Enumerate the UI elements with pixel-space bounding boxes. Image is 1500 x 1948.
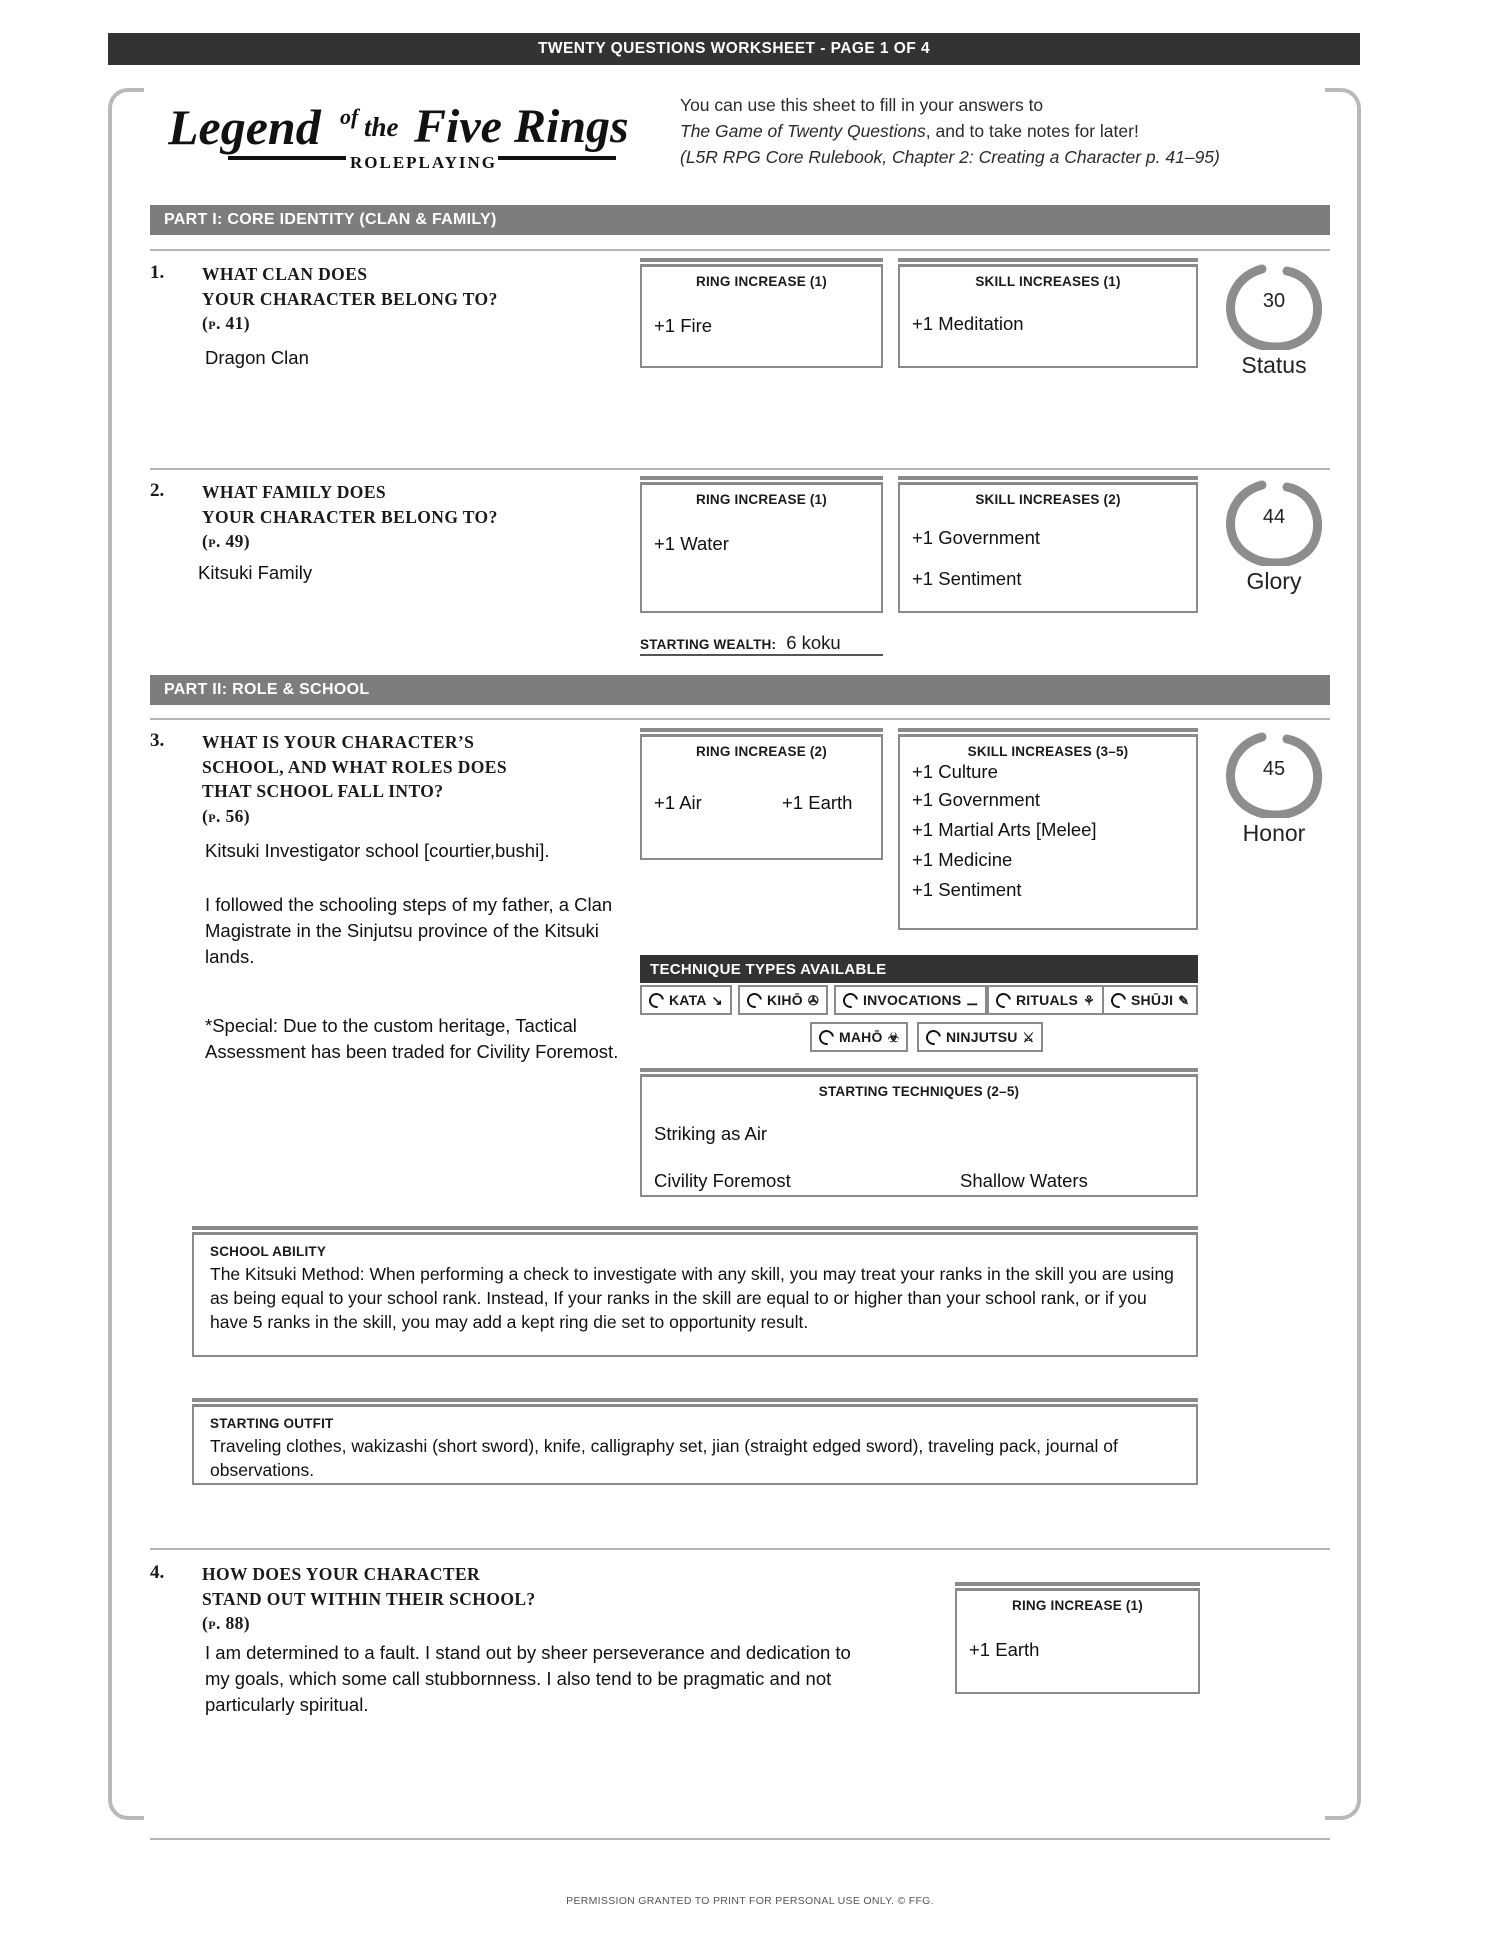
ninjutsu-icon: ⚔	[1022, 1029, 1035, 1045]
question-1-skill-value[interactable]: +1 Meditation	[912, 313, 1024, 334]
invocations-icon: ⚊	[966, 992, 979, 1008]
starting-technique-3[interactable]: Shallow Waters	[960, 1170, 1088, 1191]
question-4-ring-value[interactable]: +1 Earth	[969, 1639, 1040, 1660]
box-rule-outer	[640, 728, 883, 732]
honor-value: 45	[1262, 758, 1286, 780]
question-3-skill-value-3[interactable]: +1 Martial Arts [Melee]	[912, 819, 1097, 840]
starting-outfit-box	[192, 1398, 1198, 1485]
maho-icon: ☣	[887, 1029, 900, 1045]
technique-chip-kata[interactable]	[640, 985, 732, 1015]
box-rule-outer	[898, 258, 1198, 262]
question-3-skill-value-5[interactable]: +1 Sentiment	[912, 879, 1022, 900]
question-3-number: 3.	[150, 730, 165, 751]
technique-chip-shuji[interactable]	[1102, 985, 1198, 1015]
question-4-title-line-1: HOW DOES YOUR CHARACTER	[202, 1564, 481, 1584]
question-3-ring-caption: RING INCREASE (2)	[696, 744, 827, 759]
technique-chip-ninjutsu[interactable]	[917, 1022, 1043, 1052]
honor-badge	[1218, 730, 1330, 847]
question-3-answer-line-1[interactable]: Kitsuki Investigator school [courtier,bushi].	[205, 840, 550, 861]
glory-label: Glory	[1246, 568, 1302, 594]
starting-techniques-box	[640, 1068, 1198, 1197]
question-3-ring-increase-box	[640, 728, 883, 860]
question-4-answer[interactable]: I am determined to a fault. I stand out by sheer perseverance and dedication to my goals, which some call stubbornness. I also tend to be pragmatic and not particularly spiritual.	[205, 1642, 851, 1715]
enso-small-icon	[646, 990, 667, 1011]
question-2-number: 2.	[150, 480, 165, 501]
question-1-skill-increases-box	[898, 258, 1198, 368]
svg-text:Five Rings: Five Rings	[414, 100, 629, 153]
technique-chip-label: KATA	[669, 992, 707, 1008]
svg-text:ROLEPLAYING: ROLEPLAYING	[350, 153, 498, 172]
box-rule-outer	[640, 476, 883, 480]
technique-chip-label: KIHŌ	[767, 992, 803, 1008]
box-rule-outer	[192, 1226, 1198, 1230]
question-3-skill-value-4[interactable]: +1 Medicine	[912, 849, 1013, 870]
question-1-ring-increase-box	[640, 258, 883, 368]
starting-technique-1[interactable]: Striking as Air	[654, 1123, 768, 1144]
technique-chip-label: MAHŌ	[839, 1029, 883, 1045]
question-2-title-line-3: (p. 49)	[202, 531, 251, 551]
technique-chip-label: SHŪJI	[1131, 992, 1174, 1008]
box-rule-outer	[898, 728, 1198, 732]
question-2-answer[interactable]: Kitsuki Family	[198, 562, 313, 583]
svg-text:of: of	[340, 104, 359, 129]
enso-small-icon	[840, 990, 861, 1011]
technique-chip-maho[interactable]	[810, 1022, 908, 1052]
question-2-ring-value[interactable]: +1 Water	[654, 533, 729, 554]
school-ability-text[interactable]: The Kitsuki Method: When performing a check to investigate with any skill, you may treat your ranks in the skill you are using as being equal to your school rank. Instead, If your ranks in the skill are equal to or higher than your school rank, or if you have 5 ranks in the skill, you may add a kept ring die set to opportunity result.	[210, 1264, 1174, 1332]
question-1-number: 1.	[150, 262, 165, 283]
l5r-logo	[168, 92, 638, 178]
question-4-title-line-3: (p. 88)	[202, 1613, 251, 1633]
starting-technique-2[interactable]: Civility Foremost	[654, 1170, 791, 1191]
question-2-title-line-1: WHAT FAMILY DOES	[202, 482, 387, 502]
shuji-icon: ✎	[1178, 992, 1190, 1008]
box-rule-outer	[898, 476, 1198, 480]
technique-chip-label: NINJUTSU	[946, 1029, 1018, 1045]
enso-small-icon	[993, 990, 1014, 1011]
question-1-title-line-1: WHAT CLAN DOES	[202, 264, 368, 284]
question-2-skill-caption: SKILL INCREASES (2)	[975, 492, 1121, 507]
section-header-part-1: PART I: CORE IDENTITY (CLAN & FAMILY)	[150, 205, 1330, 235]
question-3-title-line-3: THAT SCHOOL FALL INTO?	[202, 781, 444, 801]
svg-text:the: the	[364, 112, 399, 142]
starting-wealth-field[interactable]	[640, 626, 883, 656]
question-4-ring-increase-box	[955, 1582, 1200, 1694]
kiho-icon: ✇	[807, 992, 819, 1008]
honor-label: Honor	[1242, 820, 1306, 846]
question-1-ring-value[interactable]: +1 Fire	[654, 315, 713, 336]
question-2-ring-increase-box	[640, 476, 883, 613]
status-value: 30	[1262, 290, 1286, 312]
question-3-skill-increases-box	[898, 728, 1198, 930]
enso-small-icon	[1108, 990, 1129, 1011]
technique-chip-rituals[interactable]	[987, 985, 1104, 1015]
question-2-title	[202, 480, 542, 554]
technique-chip-invocations[interactable]	[834, 985, 987, 1015]
divider-q1-top	[150, 249, 1330, 251]
starting-outfit-text[interactable]: Traveling clothes, wakizashi (short sword), knife, calligraphy set, jian (straight edged sword), traveling pack, journal of observations.	[210, 1436, 1118, 1480]
question-3-answer-paragraph-2[interactable]: I followed the schooling steps of my father, a Clan Magistrate in the Sinjutsu province of the Kitsuki lands.	[205, 894, 613, 967]
frame-bracket-bottom-right	[1325, 1780, 1361, 1820]
divider-q3-top	[150, 718, 1330, 720]
question-1-title-line-3: (p. 41)	[202, 313, 251, 333]
starting-wealth-label: STARTING WEALTH:	[640, 637, 777, 652]
question-3-skill-value-2[interactable]: +1 Government	[912, 789, 1041, 810]
question-4-title	[202, 1562, 592, 1636]
footer-text: PERMISSION GRANTED TO PRINT FOR PERSONAL USE ONLY. © FFG.	[566, 1895, 934, 1907]
frame-line-right	[1357, 128, 1361, 1780]
frame-line-left	[108, 128, 112, 1780]
page-banner: TWENTY QUESTIONS WORKSHEET - PAGE 1 OF 4	[108, 33, 1360, 65]
starting-wealth-value[interactable]: 6 koku	[786, 632, 841, 653]
question-3-title	[202, 730, 552, 828]
svg-text:Legend: Legend	[168, 99, 321, 155]
technique-chip-kiho[interactable]	[738, 985, 828, 1015]
intro-line-2-rest: , and to take notes for later!	[925, 121, 1139, 141]
question-2-ring-caption: RING INCREASE (1)	[696, 492, 827, 507]
question-4-ring-caption: RING INCREASE (1)	[1012, 1598, 1143, 1613]
kata-icon: ↘	[711, 992, 723, 1008]
question-2-skill-value-2[interactable]: +1 Sentiment	[912, 568, 1022, 589]
question-3-ring-value-2[interactable]: +1 Earth	[782, 792, 853, 813]
question-3-ring-value-1[interactable]: +1 Air	[654, 792, 702, 813]
question-1-title-line-2: YOUR CHARACTER BELONG TO?	[202, 288, 498, 309]
question-3-title-line-2: SCHOOL, AND WHAT ROLES DOES	[202, 756, 507, 777]
question-2-skill-value-1[interactable]: +1 Government	[912, 527, 1041, 548]
question-4-number: 4.	[150, 1562, 165, 1583]
question-1-answer[interactable]: Dragon Clan	[205, 347, 309, 368]
box-rule-outer	[955, 1582, 1200, 1586]
question-4-title-line-2: STAND OUT WITHIN THEIR SCHOOL?	[202, 1588, 536, 1609]
question-3-title-line-4: (p. 56)	[202, 805, 251, 826]
question-3-skill-value-1[interactable]: +1 Culture	[912, 761, 998, 782]
question-3-title-line-1: WHAT IS YOUR CHARACTER’S	[202, 732, 475, 752]
box-rule-outer	[192, 1398, 1198, 1402]
glory-value: 44	[1262, 506, 1286, 528]
status-badge	[1218, 262, 1330, 379]
question-3-skill-caption: SKILL INCREASES (3–5)	[967, 744, 1129, 759]
box-rule-outer	[640, 1068, 1198, 1072]
question-1-skill-caption: SKILL INCREASES (1)	[975, 274, 1121, 289]
question-2-skill-increases-box	[898, 476, 1198, 613]
rituals-icon: ⚘	[1083, 992, 1095, 1008]
technique-chip-label: RITUALS	[1016, 992, 1079, 1008]
enso-small-icon	[816, 1027, 837, 1048]
question-3-answer-paragraph-3[interactable]: *Special: Due to the custom heritage, Tactical Assessment has been traded for Civility Foremost.	[205, 1015, 619, 1062]
enso-small-icon	[923, 1027, 944, 1048]
divider-footer	[150, 1838, 1330, 1840]
question-1-ring-caption: RING INCREASE (1)	[696, 274, 827, 289]
box-rule-outer	[640, 258, 883, 262]
school-ability-box	[192, 1226, 1198, 1357]
technique-types-header: TECHNIQUE TYPES AVAILABLE	[640, 955, 1198, 983]
intro-line-1: You can use this sheet to fill in your answers to	[680, 95, 1044, 115]
divider-q2-top	[150, 468, 1330, 470]
intro-line-2	[680, 118, 1330, 144]
starting-techniques-caption: STARTING TECHNIQUES (2–5)	[818, 1084, 1020, 1099]
technique-chip-label: INVOCATIONS	[863, 992, 962, 1008]
question-2-title-line-2: YOUR CHARACTER BELONG TO?	[202, 506, 498, 527]
intro-line-3: (L5R RPG Core Rulebook, Chapter 2: Creating a Character p. 41–95)	[680, 147, 1220, 167]
enso-small-icon	[744, 990, 765, 1011]
divider-q4-top	[150, 1548, 1330, 1550]
intro-text	[680, 92, 1330, 170]
starting-outfit-label: STARTING OUTFIT	[210, 1416, 334, 1431]
frame-bracket-top-left	[108, 88, 144, 128]
frame-bracket-top-right	[1325, 88, 1361, 128]
glory-badge	[1218, 478, 1330, 595]
intro-book-title: The Game of Twenty Questions	[680, 121, 926, 141]
frame-bracket-bottom-left	[108, 1780, 144, 1820]
school-ability-label: SCHOOL ABILITY	[210, 1244, 327, 1259]
question-1-title	[202, 262, 532, 336]
section-header-part-2: PART II: ROLE & SCHOOL	[150, 675, 1330, 705]
status-label: Status	[1241, 352, 1307, 378]
